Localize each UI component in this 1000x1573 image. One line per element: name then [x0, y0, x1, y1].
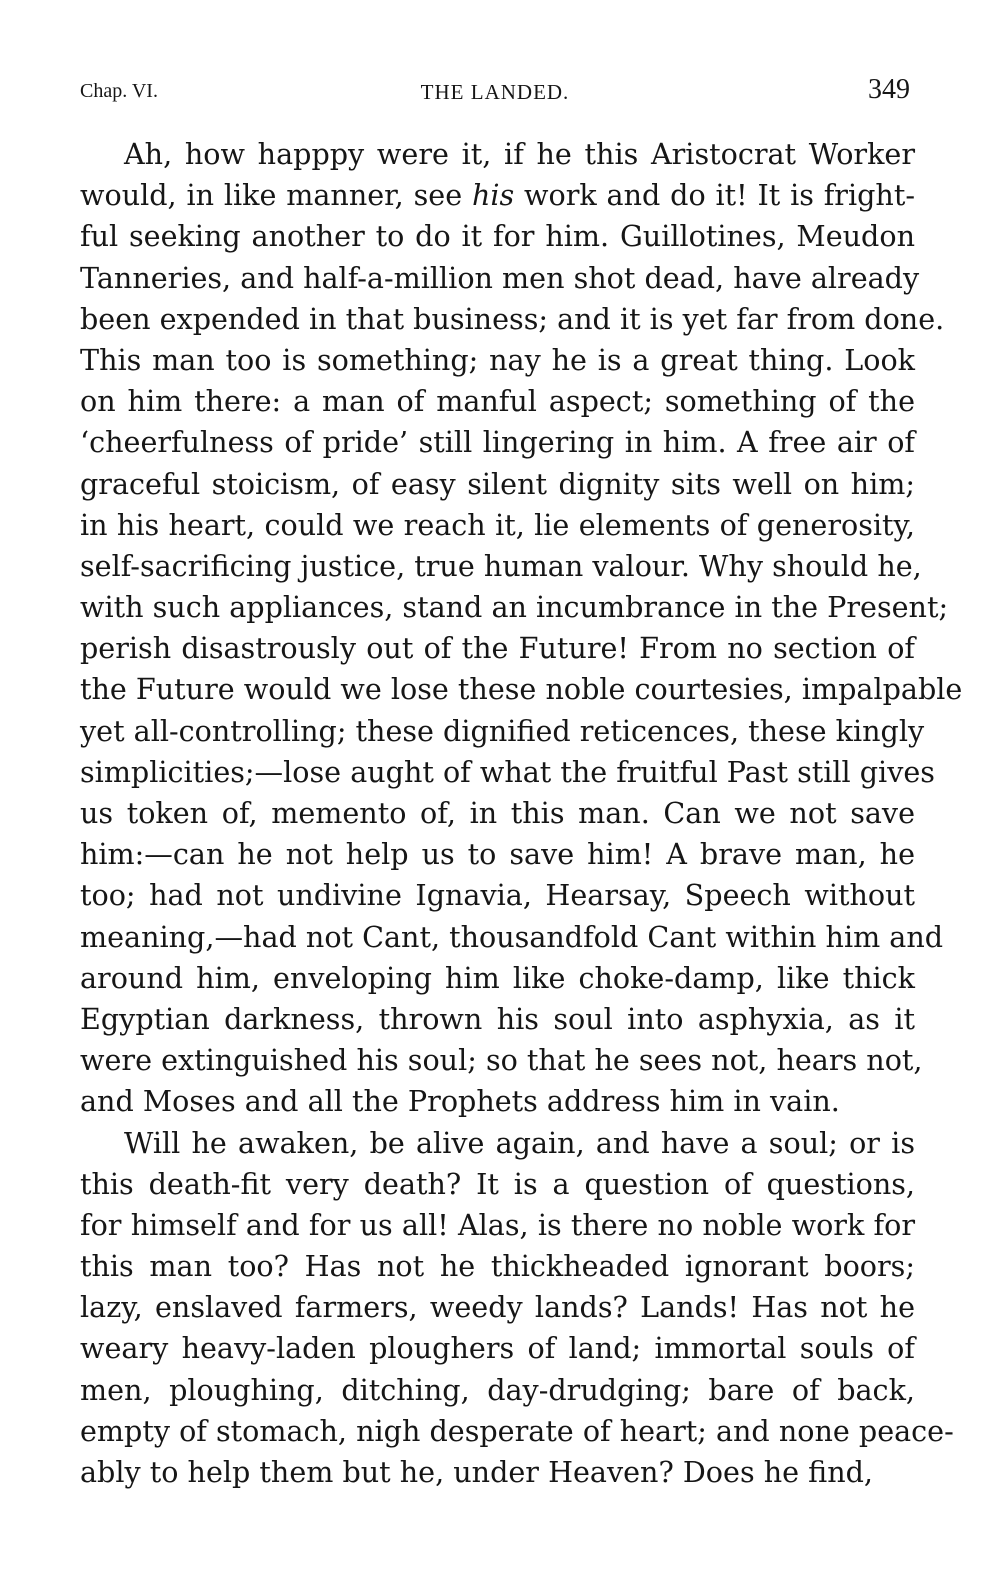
text-line: meaning,—had not Cant, thousandfold Cant within him and: [80, 919, 944, 954]
text-line: Egyptian darkness, thrown his soul into asphyxia, as it: [80, 1001, 915, 1036]
text-line: ably to help them but he, under Heaven? Does he find,: [80, 1455, 874, 1489]
text-line: ‘cheerfulness of pride’ still lingering in him. A free air of: [80, 425, 915, 460]
text-line: self-sacrificing justice, true human valour. Why should he,: [80, 548, 922, 583]
text-line: Tanneries, and half-a-million men shot dead, have already: [80, 260, 920, 295]
text-line: yet all-controlling; these dignified reticences, these kingly: [80, 713, 925, 748]
text-line: around him, enveloping him like choke-damp, like thick: [80, 960, 915, 995]
text-line: in his heart, could we reach it, lie elements of generosity,: [80, 507, 915, 542]
text-line: weary heavy-laden ploughers of land; immortal souls of: [80, 1331, 915, 1366]
text-line: Ah, how happpy were it, if he this Aristocrat Worker: [124, 137, 915, 171]
text-line: empty of stomach, nigh desperate of heart; and none peace-: [80, 1413, 954, 1448]
text-line: too; had not undivine Ignavia, Hearsay, Speech without: [80, 878, 915, 913]
text-line: for himself and for us all! Alas, is there no noble work for: [80, 1207, 915, 1242]
text-line: him:—can he not help us to save him! A brave man, he: [80, 837, 915, 872]
page-number: 349: [868, 74, 910, 105]
text-line: would, in like manner, see his work and do it! It is fright-: [80, 178, 915, 213]
text-line: This man too is something; nay he is a great thing. Look: [80, 342, 915, 377]
text-line: perish disastrously out of the Future! From no section of: [80, 631, 915, 666]
text-line: this death-fit very death? It is a question of questions,: [80, 1166, 915, 1201]
paragraph: [80, 134, 963, 1123]
text-line: Will he awaken, be alive again, and have a soul; or is: [124, 1125, 915, 1160]
text-line: with such appliances, stand an incumbrance in the Present;: [80, 590, 949, 625]
text-line: on him there: a man of manful aspect; something of the: [80, 384, 915, 419]
chapter-label: Chap. VI.: [80, 80, 158, 102]
paragraph: [80, 1123, 954, 1494]
text-line: graceful stoicism, of easy silent dignity sits well on him;: [80, 466, 915, 501]
text-line: men, ploughing, ditching, day-drudging; bare of back,: [80, 1372, 915, 1407]
text-line: simplicities;—lose aught of what the fruitful Past still gives: [80, 754, 935, 789]
text-line: and Moses and all the Prophets address him in vain.: [80, 1084, 840, 1119]
italic-word: his: [471, 178, 515, 213]
chapter-title: THE LANDED.: [420, 80, 570, 104]
text-line: this man too? Has not he thickheaded ignorant boors;: [80, 1249, 915, 1284]
text-line: been expended in that business; and it is yet far from done.: [80, 301, 945, 336]
text-line: the Future would we lose these noble courtesies, impalpable: [80, 672, 963, 707]
text-line: ful seeking another to do it for him. Guillotines, Meudon: [80, 219, 915, 254]
text-line: us token of, memento of, in this man. Can we not save: [80, 796, 915, 830]
running-head: [80, 74, 910, 114]
body-text: [80, 134, 963, 1493]
text-line: lazy, enslaved farmers, weedy lands? Lands! Has not he: [80, 1290, 915, 1325]
text-line: were extinguished his soul; so that he sees not, hears not,: [80, 1043, 923, 1078]
